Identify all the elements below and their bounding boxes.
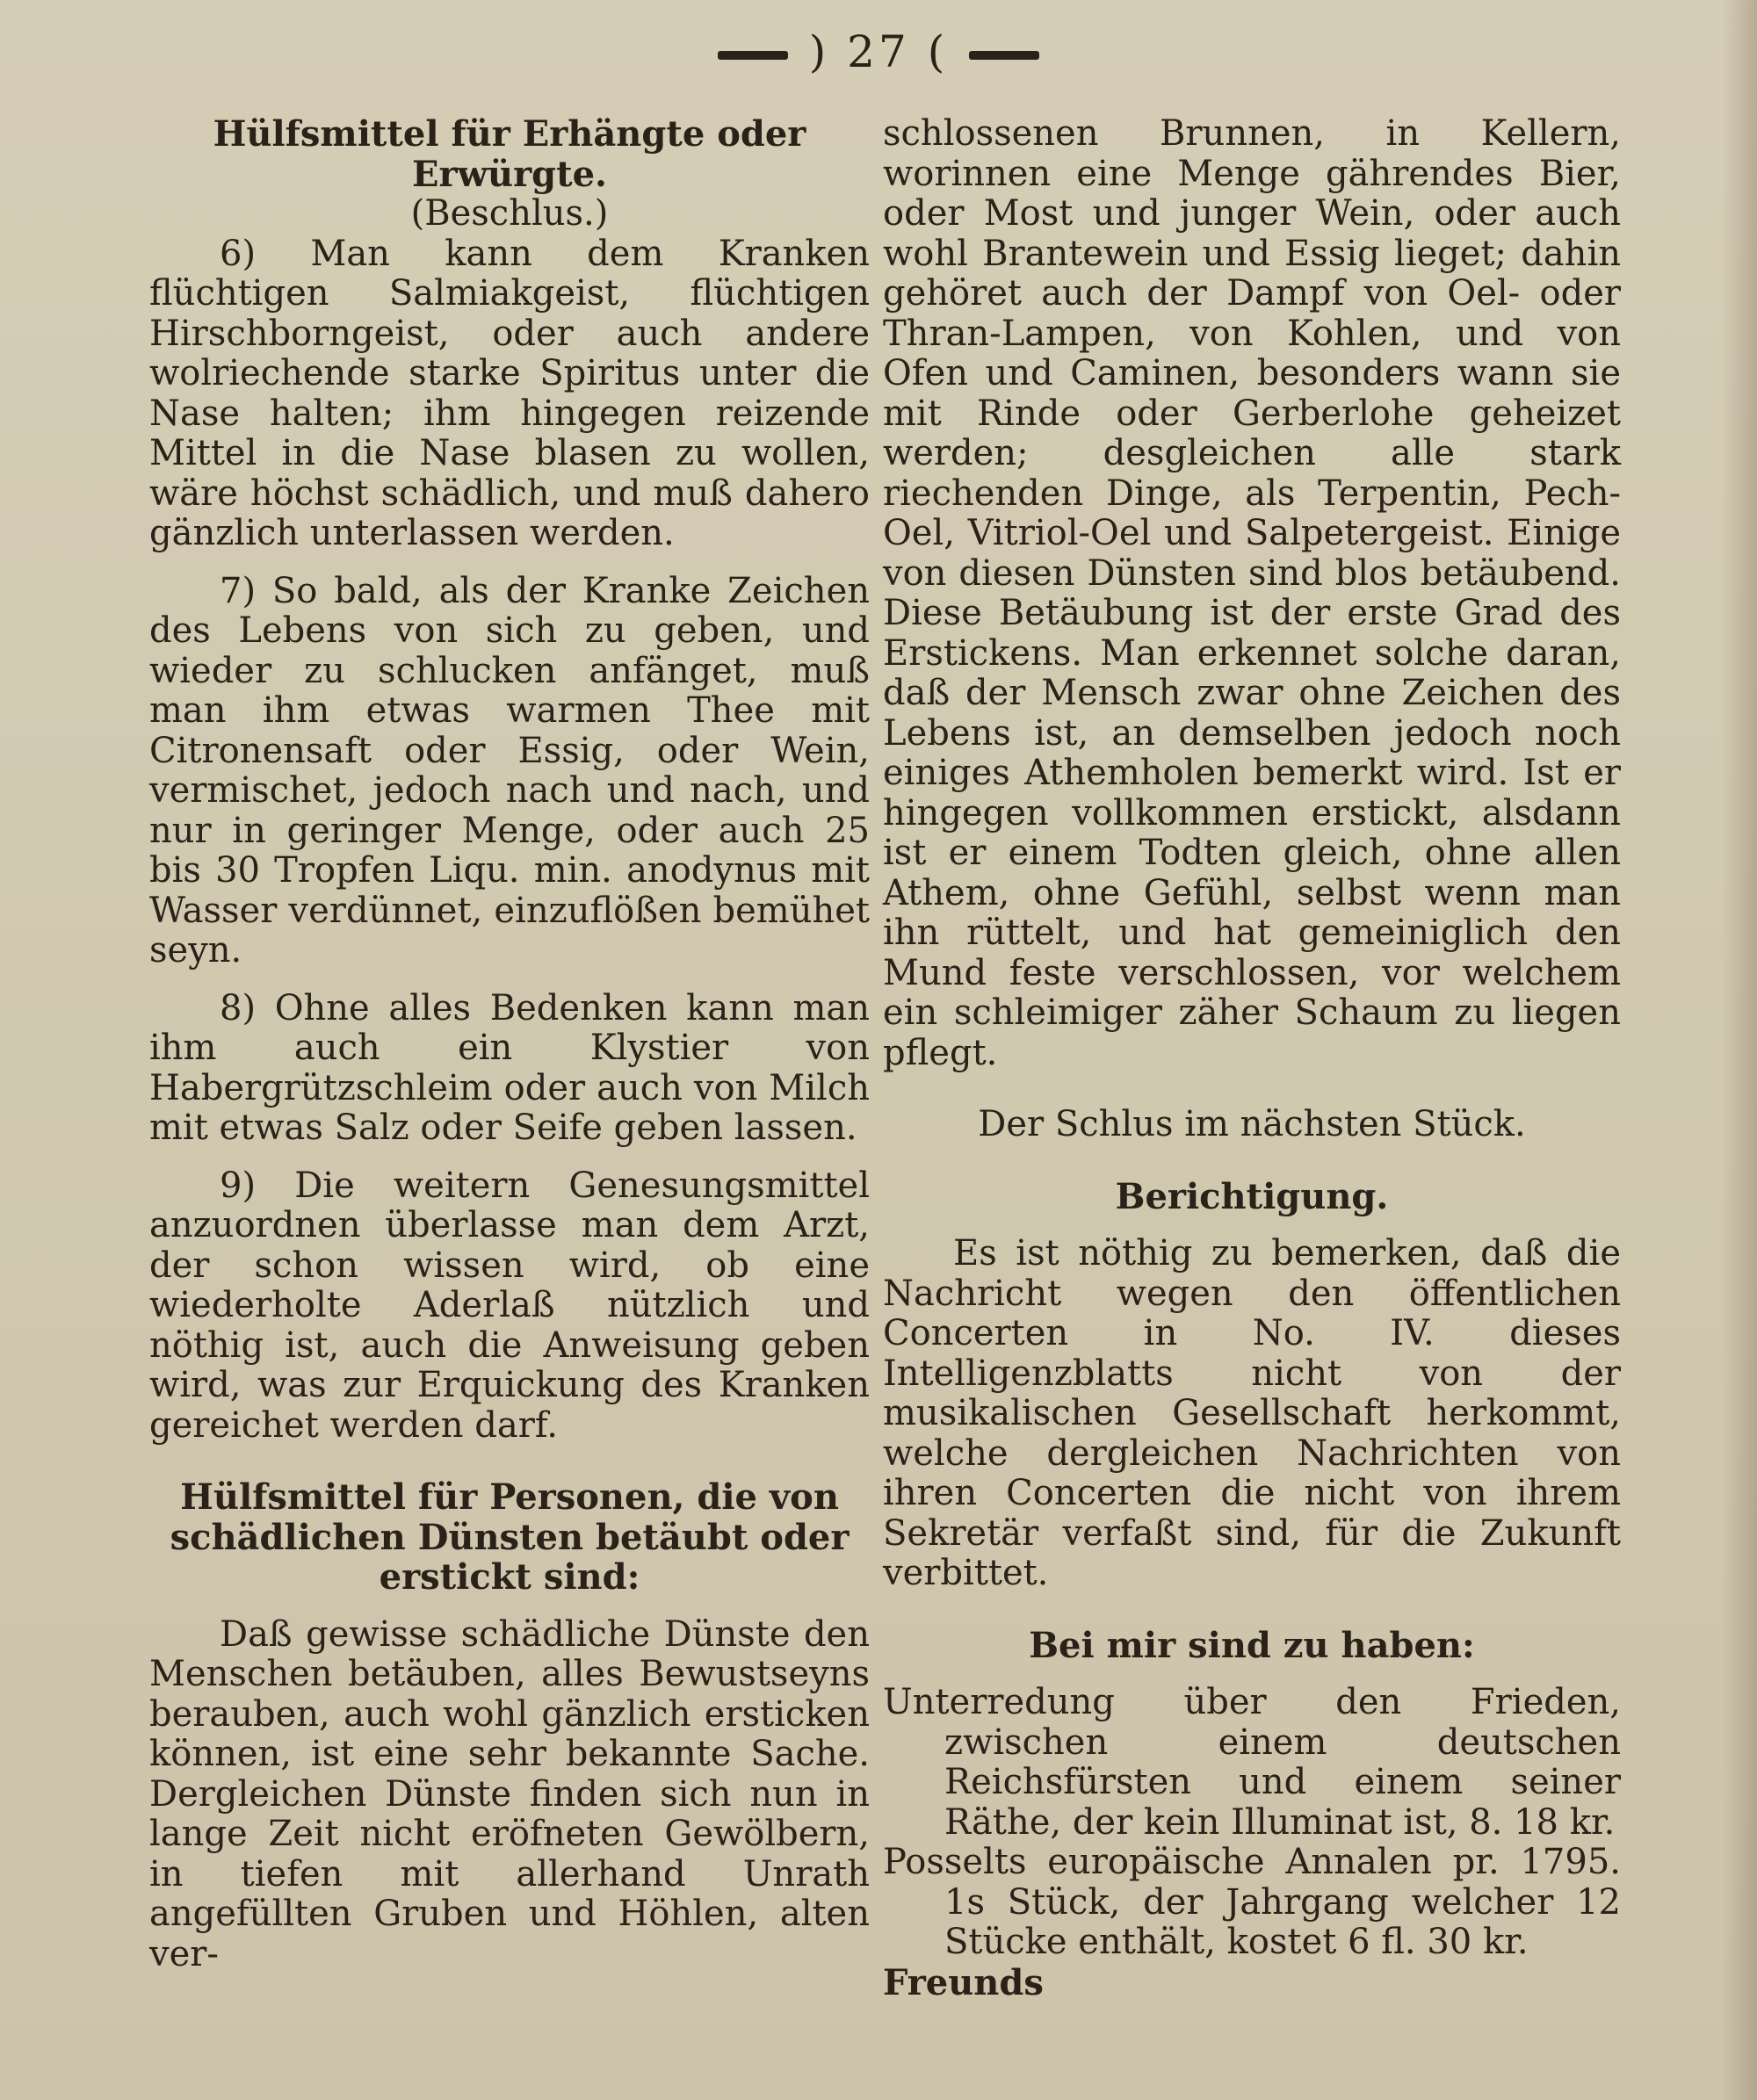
signature: Freunds <box>883 1961 1044 2003</box>
book-entry-1: Unterredung über den Frieden, zwischen einem deutschen Reichsfürsten und einem seiner Räthe, der kein Illuminat ist, 8. 18 kr. <box>883 1682 1621 1843</box>
section1-title: Hülfsmittel für Erhängte oder Erwürgte. <box>213 113 806 195</box>
paragraph-6: 6) Man kann dem Kranken flüchtigen Salmiakgeist, flüchtigen Hirschborngeist, oder auch andere wolriechende starke Spiritus unter die Nase halten; ihm hingegen reizende Mittel in die Nase blasen zu wollen, wäre höchst schädlich, und muß dahero gänzlich unterlassen werden. <box>149 233 870 553</box>
left-column <box>149 114 870 1974</box>
page-header <box>0 26 1757 77</box>
right-column <box>883 114 1621 2003</box>
section1-subtitle: (Beschlus.) <box>410 193 609 234</box>
page-edge-shadow <box>1722 0 1757 2100</box>
section2-paragraph: Daß gewisse schädliche Dünste den Menschen betäuben, alles Bewustseyns berauben, auch wohl gänzlich ersticken können, ist eine sehr bekannte Sache. Dergleichen Dünste finden sich nun in lange Zeit nicht eröfneten Gewölbern, in tiefen mit allerhand Unrath angefüllten Gruben und Höhlen, alten ver- <box>149 1613 870 1974</box>
closing-note: Der Schlus im nächsten Stück. <box>978 1104 1526 1144</box>
section2-title: Hülfsmittel für Personen, die von schädlichen Dünsten betäubt oder erstickt sind: <box>170 1476 850 1598</box>
header-rule-right <box>969 51 1039 60</box>
page-number: ) 27 ( <box>808 26 949 77</box>
paragraph-7: 7) So bald, als der Kranke Zeichen des Lebens von sich zu geben, und wieder zu schlucken anfänget, muß man ihm etwas warmen Thee mit Citronensaft oder Essig, oder Wein, vermischet, jedoch nach und nach, und nur in geringer Menge, oder auch 25 bis 30 Tropfen Liqu. min. anodynus mit Wasser verdünnet, einzuflößen bemühet seyn. <box>149 570 870 971</box>
header-rule-left <box>718 51 788 60</box>
correction-title: Berichtigung. <box>1115 1175 1389 1217</box>
available-title: Bei mir sind zu haben: <box>1029 1624 1475 1666</box>
paragraph-8: 8) Ohne alles Bedenken kann man ihm auch ein Klystier von Habergrützschleim oder auch von Milch mit etwas Salz oder Seife geben lassen. <box>149 987 870 1148</box>
continued-paragraph: schlossenen Brunnen, in Kellern, worinnen eine Menge gährendes Bier, oder Most und junger Wein, oder auch wohl Brantewein und Essig lieget; dahin gehöret auch der Dampf von Oel- oder Thran-Lampen, von Kohlen, und von Ofen und Caminen, besonders wann sie mit Rinde oder Gerberlohe geheizet werden; desgleichen alle stark riechenden Dinge, als Terpentin, Pech-Oel, Vitriol-Oel und Salpetergeist. Einige von diesen Dünsten sind blos betäubend. Diese Betäubung ist der erste Grad des Erstickens. Man erkennet solche daran, daß der Mensch zwar ohne Zeichen des Lebens ist, an demselben jedoch noch einiges Athemholen bemerkt wird. Ist er hingegen vollkommen erstickt, alsdann ist er einem Todten gleich, ohne allen Athem, ohne Gefühl, selbst wenn man ihn rüttelt, und hat gemeiniglich den Mund feste verschlossen, vor welchem ein schleimiger zäher Schaum zu liegen pflegt. <box>883 113 1621 1073</box>
paragraph-9: 9) Die weitern Genesungsmittel anzuordnen überlasse man dem Arzt, der schon wissen wird, ob eine wiederholte Aderlaß nützlich und nöthig ist, auch die Anweisung geben wird, was zur Erquickung des Kranken gereichet werden darf. <box>149 1165 870 1446</box>
book-entry-2: Posselts europäische Annalen pr. 1795. 1s Stück, der Jahrgang welcher 12 Stücke enthält, kostet 6 fl. 30 kr. <box>883 1842 1621 1962</box>
correction-text: Es ist nöthig zu bemerken, daß die Nachricht wegen den öffentlichen Concerten in No. IV. dieses Intelligenzblatts nicht von der musikalischen Gesellschaft herkommt, welche dergleichen Nachrichten von ihren Concerten die nicht von ihrem Sekretär verfaßt sind, für die Zukunft verbittet. <box>883 1233 1621 1593</box>
